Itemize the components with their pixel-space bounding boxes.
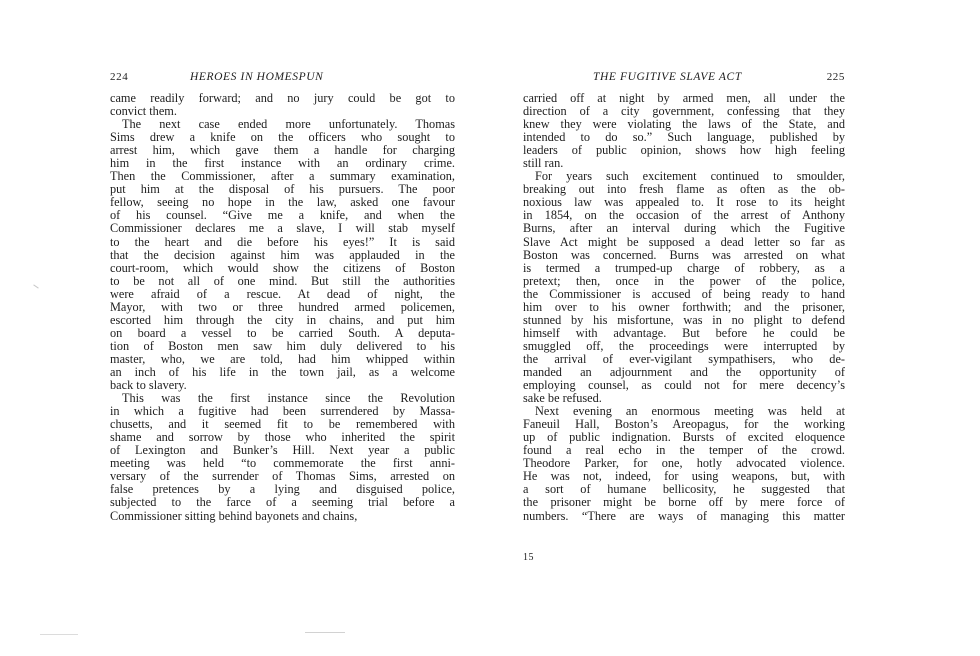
- running-title: THE FUGITIVE SLAVE ACT: [593, 71, 742, 83]
- text-line: He was not, indeed, for using weapons, but, with: [523, 469, 845, 484]
- text-line: Then the Commissioner, after a summary examination,: [110, 169, 455, 184]
- text-line: back to slavery.: [110, 378, 187, 393]
- text-line: on board a vessel to be carried South. A deputa-: [110, 325, 455, 340]
- text-line: came readily forward; and no jury could be got to: [110, 91, 455, 105]
- scan-artifact: [40, 634, 78, 635]
- text-line: of his counsel. “Give me a knife, and when the: [110, 208, 455, 223]
- running-head: [110, 71, 455, 85]
- text-line: chusetts, and it seemed fit to be remembered with: [110, 417, 455, 432]
- text-line: manded an adjournment and the opportunity of: [523, 364, 845, 379]
- text-line: in 1854, on the occasion of the arrest of Anthony: [523, 208, 845, 223]
- text-line: shame and sorrow by those who inherited the spirit: [110, 430, 455, 445]
- text-line: himself with advantage. But before he could be: [523, 325, 845, 340]
- text-line: employing counsel, as could not for mere decency’s: [523, 378, 845, 393]
- text-line: Mayor, with two or three hundred armed policemen,: [110, 299, 455, 314]
- text-line: This was the first instance since the Revolution: [122, 391, 455, 406]
- text-line: of Lexington and Bunker’s Hill. Next year a public: [110, 443, 455, 458]
- signature-mark: 15: [523, 552, 534, 563]
- text-line: pretext; then, once in the power of the police,: [523, 273, 845, 288]
- scan-artifact: [33, 284, 38, 288]
- text-line: found a real echo in the temper of the crowd.: [523, 443, 845, 458]
- text-line: knew they were violating the laws of the State, and: [523, 117, 845, 132]
- text-line: versary of the surrender of Thomas Sims, arrested on: [110, 469, 455, 484]
- text-line: smuggled off, the proceedings were interrupted by: [523, 338, 845, 353]
- text-line: meeting was held “to commemorate the first anni-: [110, 456, 455, 471]
- text-line: stunned by his misfortune, was in no plight to defend: [523, 312, 845, 327]
- text-line: still ran.: [523, 156, 564, 171]
- text-line: intended to do so.” Such language, published by: [523, 130, 845, 145]
- text-line: fellow, seeing no hope in the law, asked one favour: [110, 195, 455, 210]
- body-text: [110, 92, 455, 523]
- page-number: 224: [110, 71, 129, 83]
- text-line: to the heart and die before his eyes!” It is said: [110, 234, 455, 249]
- text-line: master, who, we are told, had him whipped within: [110, 351, 455, 366]
- text-line: court-room, which would show the citizens of Boston: [110, 260, 455, 275]
- text-line: were afraid of a rescue. At dead of night, the: [110, 286, 455, 301]
- text-line: Commissioner sitting behind bayonets and chains,: [110, 508, 358, 523]
- text-line: the arrival of ever-vigilant sympathisers, who de-: [523, 351, 845, 366]
- text-line: the prisoner might be borne off by mere force of: [523, 495, 845, 510]
- text-line: him over to his owner forthwith; and the prisoner,: [523, 299, 845, 314]
- text-line: the Commissioner is accused of being ready to hand: [523, 286, 845, 301]
- text-line: For years such excitement continued to smoulder,: [535, 169, 845, 184]
- text-line: carried off at night by armed men, all under the: [523, 91, 845, 105]
- scan-artifact: [305, 632, 345, 633]
- text-line: that the decision against him was applauded in the: [110, 247, 455, 262]
- text-line: sake be refused.: [523, 391, 602, 406]
- text-line: direction of a city government, confessing that they: [523, 104, 845, 119]
- text-line: numbers. “There are ways of managing this matter: [523, 508, 845, 523]
- text-line: tion of Boston men saw him duly delivered to his: [110, 338, 455, 353]
- text-line: Faneuil Hall, Boston’s Areopagus, for the working: [523, 417, 845, 432]
- text-line: Slave Act might be supposed a dead letter so far as: [523, 234, 845, 249]
- text-line: up of public indignation. Bursts of excited eloquence: [523, 430, 845, 445]
- text-line: breaking out into fresh flame as often as the ob-: [523, 182, 845, 197]
- text-line: convict them.: [110, 104, 177, 119]
- text-line: Sims drew a knife on the officers who sought to: [110, 130, 455, 145]
- text-line: Next evening an enormous meeting was held at: [535, 404, 845, 419]
- text-line: is termed a trumped-up charge of robbery, as a: [523, 260, 845, 275]
- text-line: subjected to the farce of a seeming trial before a: [110, 495, 455, 510]
- text-line: false pretences by a lying and disguised police,: [110, 482, 455, 497]
- text-line: Theodore Parker, for one, hotly advocated violence.: [523, 456, 845, 471]
- text-line: noxious law was appealed to. It rose to its height: [523, 195, 845, 210]
- text-line: put him at the disposal of his pursuers. The poor: [110, 182, 455, 197]
- running-head: [523, 71, 845, 85]
- text-line: Burns, after an interval during which the Fugitive: [523, 221, 845, 236]
- text-line: him in the first instance with an ordinary crime.: [110, 156, 455, 171]
- text-line: in which a fugitive had been surrendered by Massa-: [110, 404, 455, 419]
- text-line: leaders of public opinion, shows how high feeling: [523, 143, 845, 158]
- text-line: escorted him through the city in chains, and put him: [110, 312, 455, 327]
- text-line: The next case ended more unfortunately. Thomas: [122, 117, 455, 132]
- text-line: Boston was concerned. Burns was arrested on what: [523, 247, 845, 262]
- page-number: 225: [826, 71, 845, 83]
- text-line: a sort of humane bellicosity, he suggested that: [523, 482, 845, 497]
- text-line: arrest him, which gave them a handle for charging: [110, 143, 455, 158]
- text-line: to be not all of one mind. But still the authorities: [110, 273, 455, 288]
- body-text: [523, 92, 845, 523]
- text-line: Commissioner declares me a slave, I will stab myself: [110, 221, 455, 236]
- text-line: an inch of his life in the town jail, as a welcome: [110, 364, 455, 379]
- running-title: HEROES IN HOMESPUN: [190, 71, 324, 83]
